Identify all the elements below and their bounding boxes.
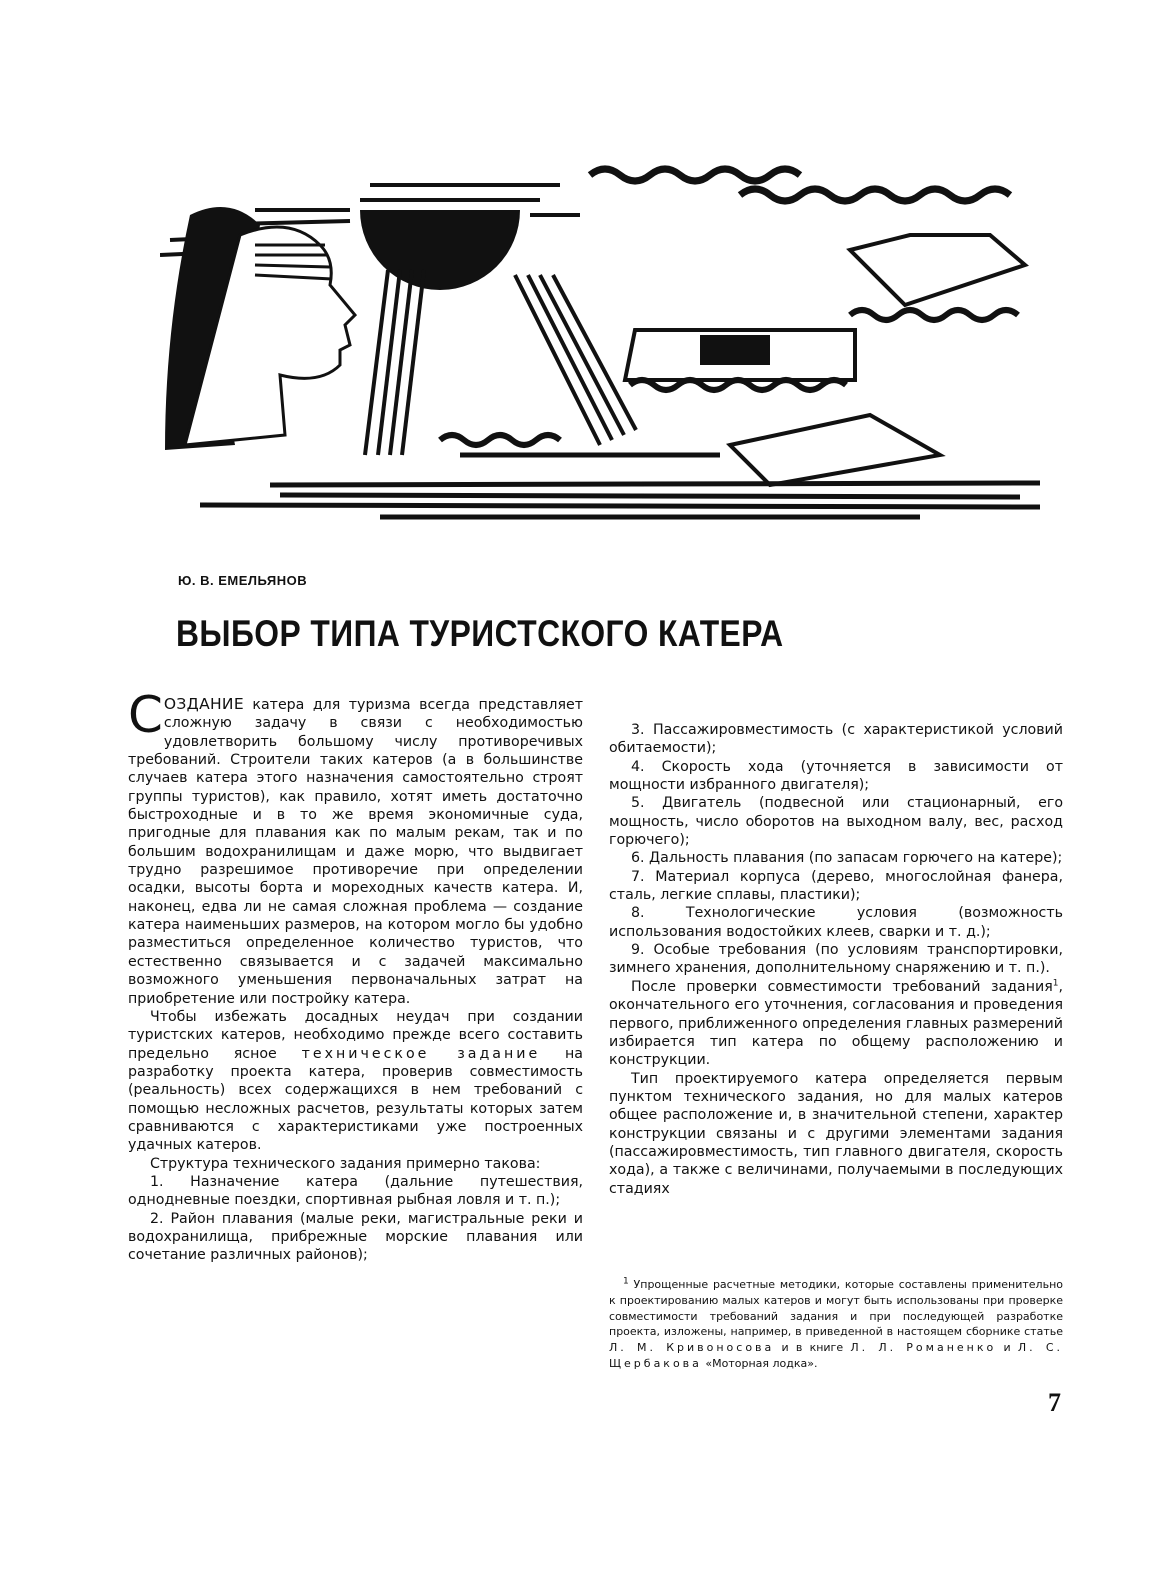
first-word: ОЗДАНИЕ (163, 695, 244, 713)
paragraph-task: Чтобы избежать досадных неудач при создании туристских катеров, необходимо прежде всего составить предельно ясное техническое задание на разработку проекта катера, проверив совместимость (реальность) всех содержащихся в нем требований с помощью несложных расчетов, результаты которых затем сравниваются с характеристиками уже построенных удачных катеров. (128, 1008, 583, 1154)
footnote-marker: 1 (623, 1276, 629, 1287)
list-item: 6. Дальность плавания (по запасам горючего на катере); (631, 850, 1063, 867)
paragraph-structure: Структура технического задания примерно такова: (150, 1155, 541, 1172)
left-column (128, 686, 583, 1265)
list-item: 8. Технологические условия (возможность использования водостойких клеев, сварки и т. д.); (609, 905, 1063, 940)
article-title: ВЫБОР ТИПА ТУРИСТСКОГО КАТЕРА (176, 613, 784, 654)
list-item: 7. Материал корпуса (дерево, многослойная фанера, сталь, легкие сплавы, пластики); (609, 868, 1063, 904)
list-item: 4. Скорость хода (уточняется в зависимости от мощности избранного двигателя); (609, 758, 1063, 794)
paragraph-type: Тип проектируемого катера определяется первым пунктом технического задания, но для малых катеров общее расположение и, в значительной степени, характер конструкции связаны и с другими элементами задания (пассажировместимость, тип главного двигателя, скорость хода), а также с величинами, получаемыми в последующих стадиях (609, 1070, 1063, 1197)
page-number: 7 (1048, 1388, 1061, 1417)
list-item: 2. Район плавания (малые реки, магистральные реки и водохранилища, прибрежные морские плавания или сочетание различных районов); (128, 1210, 583, 1264)
list-item: 1. Назначение катера (дальние путешествия, однодневные поездки, спортивная рыбная ловля и т. п.); (128, 1173, 583, 1209)
intro-text: катера для туризма всегда представляет сложную задачу в связи с необходимостью удовлетворить большому числу противоречивых требований. Строители таких катеров (а в большинстве случаев катера этого назначения самостоятельно строят группы туристов), как правило, хотят иметь достаточно быстроходные и в то же время экономичные суда, пригодные для плавания как по малым рекам, так и по большим водохранилищам и даже морю, что выдвигает трудно разрешимое противоречие при определении осадки, высоты борта и мореходных качеств катера. И, наконец, едва ли не самая сложная проблема — создание катера наименьших размеров, на котором могло бы удобно разместиться определенное количество туристов, что естественно связывается и с задачей максимально возможного уменьшения первоначальных затрат на приобретение или постройку катера. (128, 697, 583, 1007)
list-item: 9. Особые требования (по условиям транспортировки, зимнего хранения, дополнительному снаряжению и т. п.). (609, 942, 1063, 977)
footnote-name: Л. С. Щербакова (609, 1341, 1063, 1370)
spaced-term: техническое задание (301, 1045, 541, 1062)
right-column (609, 721, 1063, 1198)
footnote-ref: 1 (1052, 978, 1059, 989)
water-lines (200, 455, 1040, 517)
list-item: 3. Пассажировместимость (с характеристикой условий обитаемости); (609, 722, 1063, 757)
header-illustration (160, 155, 1050, 530)
list-item: 5. Двигатель (подвесной или стационарный, его мощность, число оборотов на выходном валу, вес, расход горючего); (609, 795, 1063, 849)
footnote-name: Л. Л. Романенко (850, 1341, 997, 1355)
paragraph-after-check: После проверки совместимости требований задания$^1$, окончательного его уточнения, согласования и проведения первого, приближенного определения главных размерений избирается тип катера по общему расположению и конструкции. (609, 978, 1063, 1069)
cabin-cruiser (730, 415, 940, 485)
drop-cap: С (128, 686, 163, 744)
speedboat-top (850, 235, 1025, 305)
footnote: $^1$ Упрощенные расчетные методики, которые составлены применительно к проектированию малых катеров и могут быть использованы при проверке совместимости требований задания и при последующей разработке проекта, изложены, например, в приведенной в настоящем сборнике статье Л. М. Кривоносова и в книге Л. Л. Романенко и Л. С. Щербакова «Моторная лодка». (609, 1276, 1063, 1370)
sun-shape (360, 210, 520, 290)
sky-waves (590, 169, 1010, 201)
footnote-name: Л. М. Кривоносова (609, 1341, 775, 1355)
author-name: Ю. В. ЕМЕЛЬЯНОВ (178, 573, 308, 588)
intro-paragraph (128, 686, 583, 1008)
